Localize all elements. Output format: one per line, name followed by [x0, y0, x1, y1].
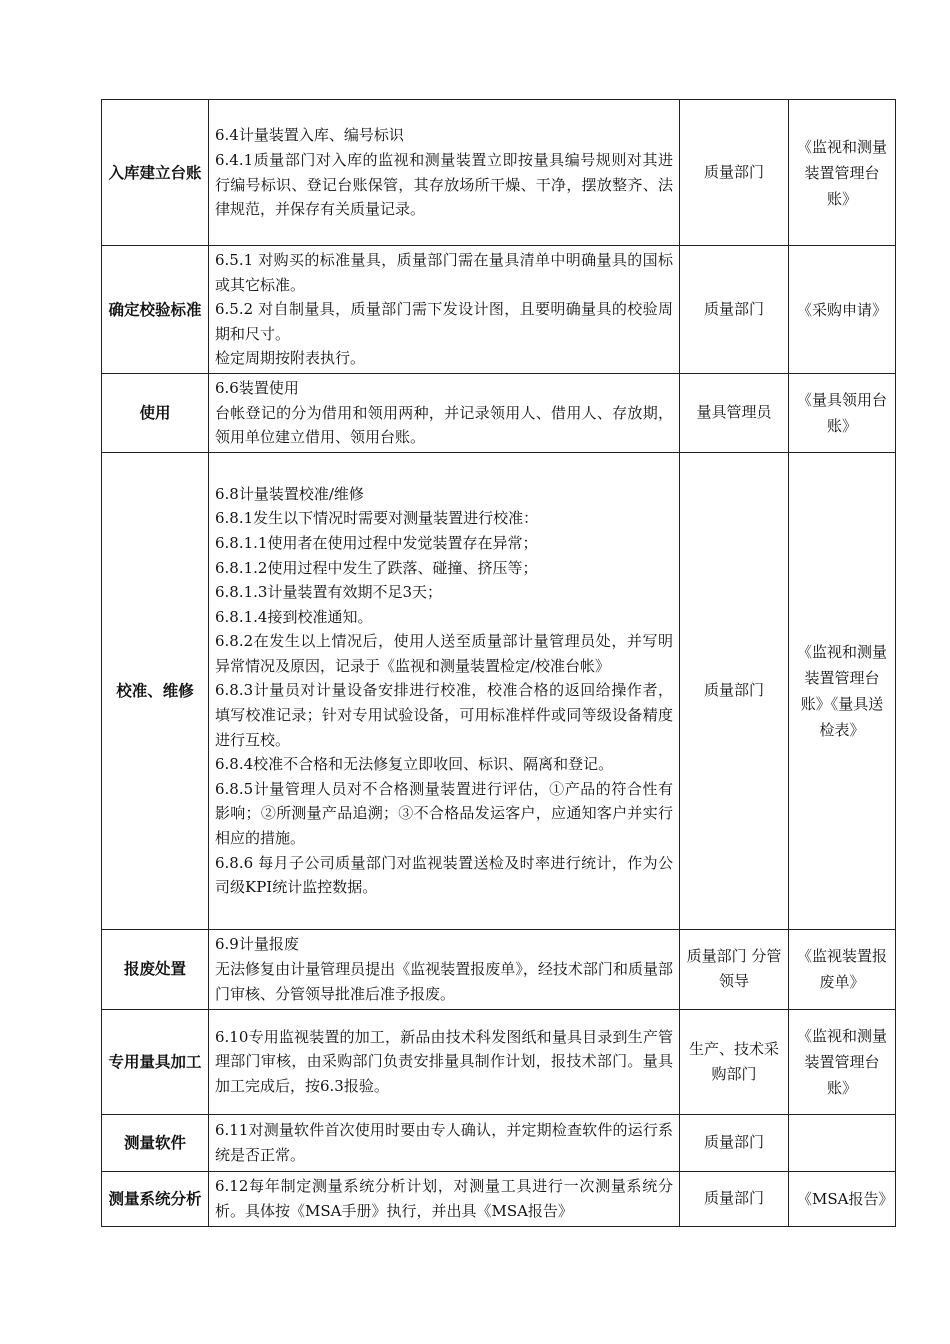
- content-line: 6.4.1质量部门对入库的监视和测量装置立即按量具编号规则对其进行编号标识、登记台账保管，其存放场所干燥、干净，摆放整齐、法律规范，并保存有关质量记录。: [215, 150, 673, 219]
- content-cell: [209, 1009, 680, 1114]
- table-row: [102, 374, 896, 453]
- department-cell: 质量部门: [680, 100, 789, 246]
- content-cell: [209, 929, 680, 1009]
- record-cell: 《监视和测量装置管理台账》: [789, 100, 896, 246]
- table-row: [102, 1009, 896, 1114]
- record-cell: 《监视装置报废单》: [789, 929, 896, 1009]
- content-line: 6.4计量装置入库、编号标识: [215, 126, 404, 145]
- step-cell: 测量系统分析: [102, 1171, 209, 1226]
- content-line: 6.5.2 对自制量具，质量部门需下发设计图，且要明确量具的校验周期和尺寸。: [215, 300, 673, 343]
- table-row: [102, 1171, 896, 1226]
- content-line: 6.9计量报废: [215, 935, 299, 954]
- record-cell: 《MSA报告》: [789, 1171, 896, 1226]
- content-line: 6.8.4校准不合格和无法修复立即收回、标识、隔离和登记。: [215, 755, 614, 774]
- table-row: [102, 1114, 896, 1171]
- record-cell: 《监视和测量装置管理台账》: [789, 1009, 896, 1114]
- content-line: 6.8.1发生以下情况时需要对测量装置进行校准：: [215, 509, 539, 528]
- step-cell: 确定校验标准: [102, 246, 209, 374]
- content-line: 6.8.5计量管理人员对不合格测量装置进行评估，①产品的符合性有影响；②所测量产品追溯；③不合格品发运客户，应通知客户并实行相应的措施。: [215, 779, 673, 848]
- content-cell: [209, 100, 680, 246]
- content-cell: [209, 246, 680, 374]
- content-line: 6.8.1.2使用过程中发生了跌落、碰撞、挤压等；: [215, 558, 538, 577]
- content-cell: [209, 452, 680, 929]
- content-line: 检定周期按附表执行。: [215, 349, 366, 368]
- content-line: 6.8.3计量员对计量设备安排进行校准，校准合格的返回给操作者，填写校准记录；针对专用试验设备，可用标准样件或同等级设备精度进行互校。: [215, 681, 673, 749]
- content-line: 无法修复由计量管理员提出《监视装置报废单》，经技术部门和质量部门审核、分管领导批准后准予报废。: [215, 959, 673, 1003]
- content-line: 6.12每年制定测量系统分析计划，对测量工具进行一次测量系统分析。具体按《MSA手册》执行，并出具《MSA报告》: [215, 1177, 673, 1220]
- content-cell: [209, 1114, 680, 1171]
- content-line: 6.8.6 每月子公司质量部门对监视装置送检及时率进行统计，作为公司级KPI统计监控数据。: [215, 853, 673, 897]
- department-cell: 质量部门: [680, 246, 789, 374]
- record-cell: 《采购申请》: [789, 246, 896, 374]
- department-cell: 质量部门: [680, 1171, 789, 1226]
- content-line: 台帐登记的分为借用和领用两种，并记录领用人、借用人、存放期，领用单位建立借用、领用台账。: [215, 403, 673, 447]
- content-line: 6.8.1.3计量装置有效期不足3天；: [215, 583, 443, 602]
- content-line: 6.5.1 对购买的标准量具，质量部门需在量具清单中明确量具的国标或其它标准。: [215, 251, 673, 294]
- table-row: [102, 246, 896, 374]
- content-cell: [209, 374, 680, 453]
- step-cell: 使用: [102, 374, 209, 453]
- department-cell: 量具管理员: [680, 374, 789, 453]
- step-cell: 报废处置: [102, 929, 209, 1009]
- record-cell: 《量具领用台账》: [789, 374, 896, 453]
- content-line: 6.8.2在发生以上情况后，使用人送至质量部计量管理员处，并写明异常情况及原因，记录于《监视和测量装置检定/校准台帐》: [215, 632, 673, 675]
- content-line: 6.10专用监视装置的加工，新品由技术科发图纸和量具目录到生产管理部门审核，由采购部门负责安排量具制作计划，报技术部门。量具加工完成后，按6.3报验。: [215, 1027, 673, 1096]
- department-cell: 质量部门: [680, 1114, 789, 1171]
- procedure-table: [101, 99, 896, 1227]
- content-line: 6.6装置使用: [215, 379, 299, 397]
- content-line: 6.11对测量软件首次使用时要由专人确认，并定期检查软件的运行系统是否正常。: [215, 1121, 673, 1164]
- step-cell: 测量软件: [102, 1114, 209, 1171]
- record-cell: 《监视和测量装置管理台账》《量具送检表》: [789, 452, 896, 929]
- table-row: [102, 100, 896, 246]
- department-cell: 质量部门 分管领导: [680, 929, 789, 1009]
- content-cell: [209, 1171, 680, 1226]
- record-cell: [789, 1114, 896, 1171]
- table-row: [102, 929, 896, 1009]
- step-cell: 校准、维修: [102, 452, 209, 929]
- content-line: 6.8计量装置校准/维修: [215, 484, 364, 503]
- content-line: 6.8.1.4接到校准通知。: [215, 607, 373, 626]
- content-line: 6.8.1.1使用者在使用过程中发觉装置存在异常；: [215, 533, 538, 552]
- table-row: [102, 452, 896, 929]
- department-cell: 质量部门: [680, 452, 789, 929]
- step-cell: 专用量具加工: [102, 1009, 209, 1114]
- step-cell: 入库建立台账: [102, 100, 209, 246]
- department-cell: 生产、技术采购部门: [680, 1009, 789, 1114]
